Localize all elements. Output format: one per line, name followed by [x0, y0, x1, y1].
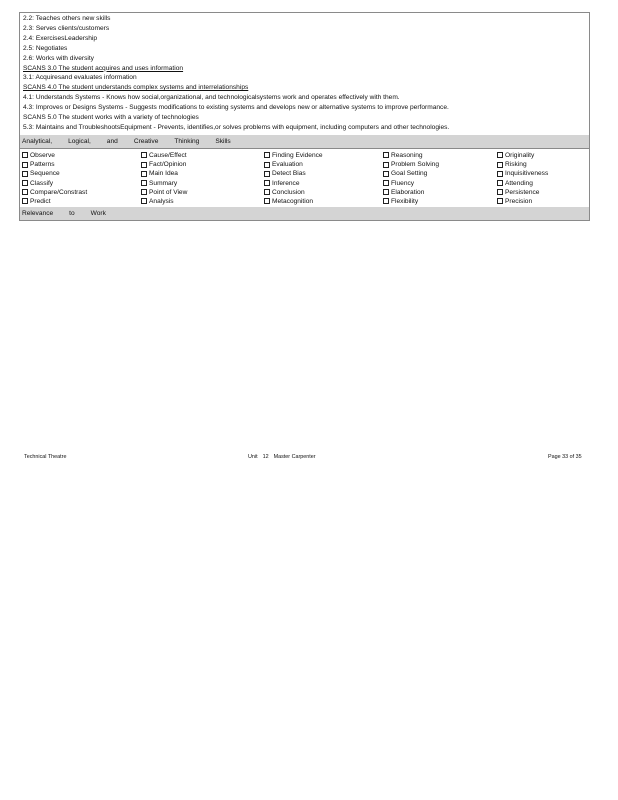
checkbox-item[interactable] — [383, 151, 497, 160]
checkbox-label: Inference — [272, 179, 300, 187]
checkbox[interactable] — [264, 189, 270, 195]
checkbox-item[interactable] — [22, 188, 141, 197]
checkbox-label: Sequence — [30, 170, 60, 178]
checkbox-label: Persistence — [505, 188, 540, 196]
skill-item: 2.3: Serves clients/customers — [23, 24, 110, 32]
checkbox-item[interactable] — [383, 188, 497, 197]
checkbox[interactable] — [22, 152, 28, 158]
checkbox[interactable] — [497, 152, 503, 158]
checkbox-item[interactable] — [497, 178, 587, 187]
skill-item: 4.1: Understands Systems - Knows how social,organizational, and technologicalsystems work and operates effectively with them. — [23, 94, 400, 102]
checkbox[interactable] — [22, 198, 28, 204]
checkbox-column — [497, 151, 587, 206]
checkbox-item[interactable] — [22, 160, 141, 169]
skill-item: 2.4: ExercisesLeadership — [23, 34, 98, 42]
skill-item: 3.1: Acquiresand evaluates information — [23, 74, 137, 82]
checkbox[interactable] — [264, 152, 270, 158]
thinking-skills-header — [20, 135, 589, 148]
checkbox-label: Detect Bias — [272, 170, 306, 178]
checkbox-item[interactable] — [141, 160, 264, 169]
skill-item: 2.2: Teaches others new skills — [23, 15, 111, 22]
checkbox-label: Finding Evidence — [272, 151, 323, 159]
checkbox-item[interactable] — [141, 188, 264, 197]
scans-standard-heading: SCANS 4.0 The student understands complex systems and interrelationships — [23, 84, 249, 92]
scans-standard-heading: SCANS 3.0 The student acquires and uses information — [23, 64, 184, 72]
checkbox[interactable] — [141, 171, 147, 177]
checkbox[interactable] — [497, 189, 503, 195]
checkbox-label: Inquisitiveness — [505, 170, 549, 178]
thinking-header-word: Skills — [215, 137, 231, 145]
checkbox-item[interactable] — [264, 178, 383, 187]
checkbox-column — [22, 151, 141, 206]
checkbox-column — [141, 151, 264, 206]
checkbox[interactable] — [383, 162, 389, 168]
checkbox-item[interactable] — [383, 197, 497, 206]
skills-table — [19, 12, 590, 221]
skill-item: 5.3: Maintains and TroubleshootsEquipment - Prevents, identifies,or solves problems with equipment, including computers and other technologies. — [23, 123, 450, 131]
footer-course: Technical Theatre — [24, 454, 67, 460]
checkbox-label: Metacognition — [272, 197, 314, 205]
checkbox[interactable] — [141, 152, 147, 158]
checkbox-label: Flexibility — [391, 197, 419, 205]
checkbox-label: Problem Solving — [391, 161, 440, 169]
checkbox[interactable] — [383, 171, 389, 177]
checkbox[interactable] — [264, 180, 270, 186]
checkbox[interactable] — [22, 180, 28, 186]
checkbox-item[interactable] — [383, 169, 497, 178]
checkbox-item[interactable] — [497, 169, 587, 178]
thinking-header-word: Thinking — [174, 137, 200, 145]
checkbox-label: Classify — [30, 179, 54, 187]
checkbox-item[interactable] — [141, 197, 264, 206]
checkbox[interactable] — [141, 198, 147, 204]
checkbox[interactable] — [497, 162, 503, 168]
checkbox[interactable] — [141, 189, 147, 195]
checkbox-label: Fact/Opinion — [149, 161, 187, 169]
checkbox-label: Attending — [505, 179, 533, 187]
checkbox-item[interactable] — [264, 188, 383, 197]
footer-unit-title: Master Carpenter — [273, 454, 316, 460]
relevance-header-word: to — [69, 210, 75, 217]
thinking-header-word: and — [106, 137, 118, 145]
checkbox-item[interactable] — [22, 169, 141, 178]
checkbox[interactable] — [497, 171, 503, 177]
checkbox-label: Cause/Effect — [149, 151, 187, 159]
checkbox-item[interactable] — [497, 151, 587, 160]
checkbox-label: Summary — [149, 179, 178, 187]
checkbox[interactable] — [264, 162, 270, 168]
checkbox[interactable] — [22, 189, 28, 195]
footer-unit-number: 12 — [262, 454, 269, 460]
thinking-header-word: Creative — [133, 137, 159, 145]
checkbox-item[interactable] — [141, 178, 264, 187]
checkbox-item[interactable] — [497, 197, 587, 206]
checkbox-item[interactable] — [383, 178, 497, 187]
footer-unit-label: Unit — [248, 454, 258, 460]
checkbox-item[interactable] — [264, 160, 383, 169]
checkbox-item[interactable] — [141, 169, 264, 178]
thinking-header-word: Logical, — [68, 137, 91, 145]
checkbox-label: Originality — [505, 151, 535, 159]
scans-skills-list — [20, 13, 589, 135]
checkbox[interactable] — [264, 198, 270, 204]
checkbox-label: Risking — [505, 161, 527, 169]
checkbox[interactable] — [383, 189, 389, 195]
checkbox[interactable] — [141, 180, 147, 186]
checkbox-item[interactable] — [141, 151, 264, 160]
skill-item: SCANS 5.0 The student works with a variety of technologies — [23, 114, 199, 122]
thinking-header-word: Analytical, — [22, 137, 53, 145]
checkbox-item[interactable] — [383, 160, 497, 169]
checkbox-label: Conclusion — [272, 188, 305, 196]
skill-item: 2.6: Works with diversity — [23, 54, 94, 62]
skill-item: 2.5: Negotiates — [23, 44, 68, 52]
checkbox-item[interactable] — [497, 188, 587, 197]
checkbox-label: Patterns — [30, 161, 55, 169]
checkbox-label: Precision — [505, 197, 533, 205]
checkbox-label: Compare/Constrast — [30, 188, 88, 196]
checkbox-label: Analysis — [149, 197, 174, 205]
checkbox[interactable] — [383, 152, 389, 158]
thinking-skills-checkboxes — [20, 148, 589, 207]
checkbox-label: Main Idea — [149, 170, 178, 178]
checkbox-label: Goal Setting — [391, 170, 428, 178]
checkbox[interactable] — [383, 180, 389, 186]
checkbox-label: Fluency — [391, 179, 415, 187]
checkbox-label: Point of View — [149, 188, 188, 196]
checkbox-label: Predict — [30, 197, 51, 205]
relevance-to-work-header — [20, 207, 589, 220]
checkbox-label: Evaluation — [272, 161, 303, 169]
relevance-header-word: Relevance — [22, 210, 54, 217]
checkbox[interactable] — [141, 162, 147, 168]
checkbox-item[interactable] — [264, 197, 383, 206]
checkbox-item[interactable] — [264, 169, 383, 178]
checkbox-item[interactable] — [22, 178, 141, 187]
checkbox-item[interactable] — [22, 197, 141, 206]
checkbox-label: Reasoning — [391, 151, 423, 159]
checkbox[interactable] — [383, 198, 389, 204]
checkbox-label: Observe — [30, 151, 55, 159]
checkbox-column — [264, 151, 383, 206]
checkbox-item[interactable] — [497, 160, 587, 169]
footer-unit — [248, 454, 321, 460]
checkbox-item[interactable] — [264, 151, 383, 160]
checkbox-label: Elaboration — [391, 188, 425, 196]
checkbox[interactable] — [22, 162, 28, 168]
checkbox-item[interactable] — [22, 151, 141, 160]
checkbox[interactable] — [497, 198, 503, 204]
checkbox[interactable] — [264, 171, 270, 177]
checkbox-column — [383, 151, 497, 206]
footer-page-number: Page 33 of 35 — [548, 454, 582, 460]
checkbox[interactable] — [497, 180, 503, 186]
skill-item: 4.3: Improves or Designs Systems - Suggests modifications to existing systems and develops new or alternative systems to improve performance. — [23, 104, 449, 112]
checkbox[interactable] — [22, 171, 28, 177]
relevance-header-word: Work — [90, 210, 106, 217]
